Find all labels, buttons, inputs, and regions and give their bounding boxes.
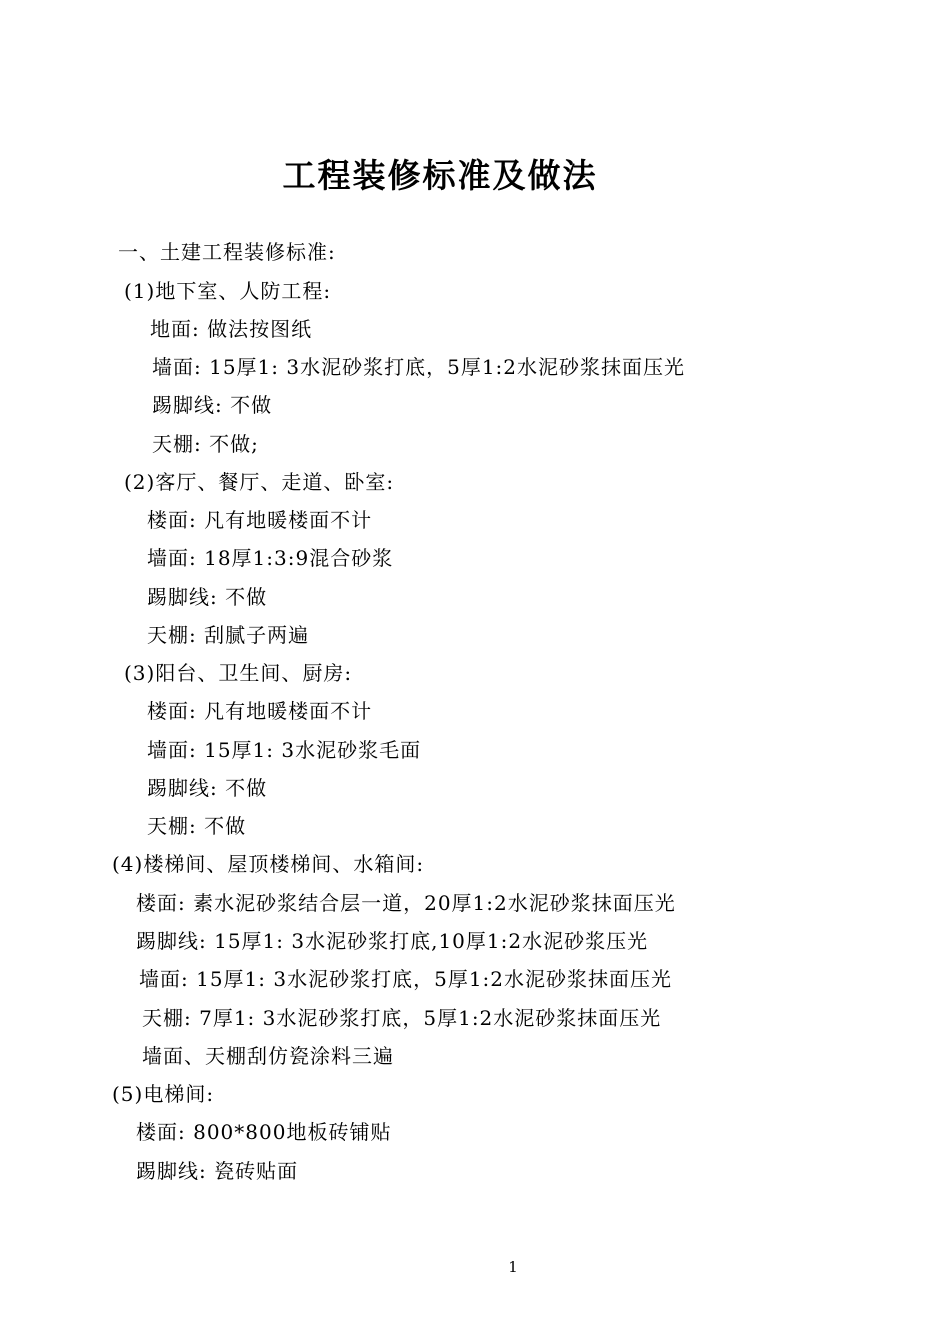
section-heading: 一、土建工程装修标准: <box>118 240 336 264</box>
spec-line: 天棚: 不做; <box>152 432 259 456</box>
spec-line: 楼面: 800*800地板砖铺贴 <box>136 1120 392 1144</box>
subsection-heading: (4)楼梯间、屋顶楼梯间、水箱间: <box>112 852 425 876</box>
spec-line: 墙面、天棚刮仿瓷涂料三遍 <box>142 1044 394 1068</box>
spec-line: 踢脚线: 不做 <box>147 585 268 609</box>
spec-line: 墙面: 15厚1: 3水泥砂浆打底，5厚1:2水泥砂浆抹面压光 <box>152 355 686 379</box>
spec-line: 踢脚线: 不做 <box>152 393 273 417</box>
spec-line: 地面: 做法按图纸 <box>150 317 313 341</box>
subsection-heading: (1)地下室、人防工程: <box>124 279 332 303</box>
spec-line: 墙面: 15厚1: 3水泥砂浆毛面 <box>147 738 422 762</box>
spec-line: 天棚: 不做 <box>147 814 247 838</box>
subsection-heading: (5)电梯间: <box>112 1082 215 1106</box>
spec-line: 天棚: 刮腻子两遍 <box>147 623 310 647</box>
spec-line: 墙面: 15厚1: 3水泥砂浆打底，5厚1:2水泥砂浆抹面压光 <box>139 967 673 991</box>
spec-line: 踢脚线: 瓷砖贴面 <box>136 1159 299 1183</box>
subsection-heading: (3)阳台、卫生间、厨房: <box>124 661 353 685</box>
spec-line: 天棚: 7厚1: 3水泥砂浆打底，5厚1:2水泥砂浆抹面压光 <box>142 1006 662 1030</box>
spec-line: 楼面: 凡有地暖楼面不计 <box>147 699 373 723</box>
document-title: 工程装修标准及做法 <box>282 156 598 195</box>
spec-line: 墙面: 18厚1:3:9混合砂浆 <box>147 546 394 570</box>
spec-line: 踢脚线: 15厚1: 3水泥砂浆打底,10厚1:2水泥砂浆压光 <box>136 929 649 953</box>
spec-line: 踢脚线: 不做 <box>147 776 268 800</box>
subsection-heading: (2)客厅、餐厅、走道、卧室: <box>124 470 395 494</box>
spec-line: 楼面: 凡有地暖楼面不计 <box>147 508 373 532</box>
spec-line: 楼面: 素水泥砂浆结合层一道，20厚1:2水泥砂浆抹面压光 <box>136 891 676 915</box>
page-number: 1 <box>508 1258 518 1276</box>
